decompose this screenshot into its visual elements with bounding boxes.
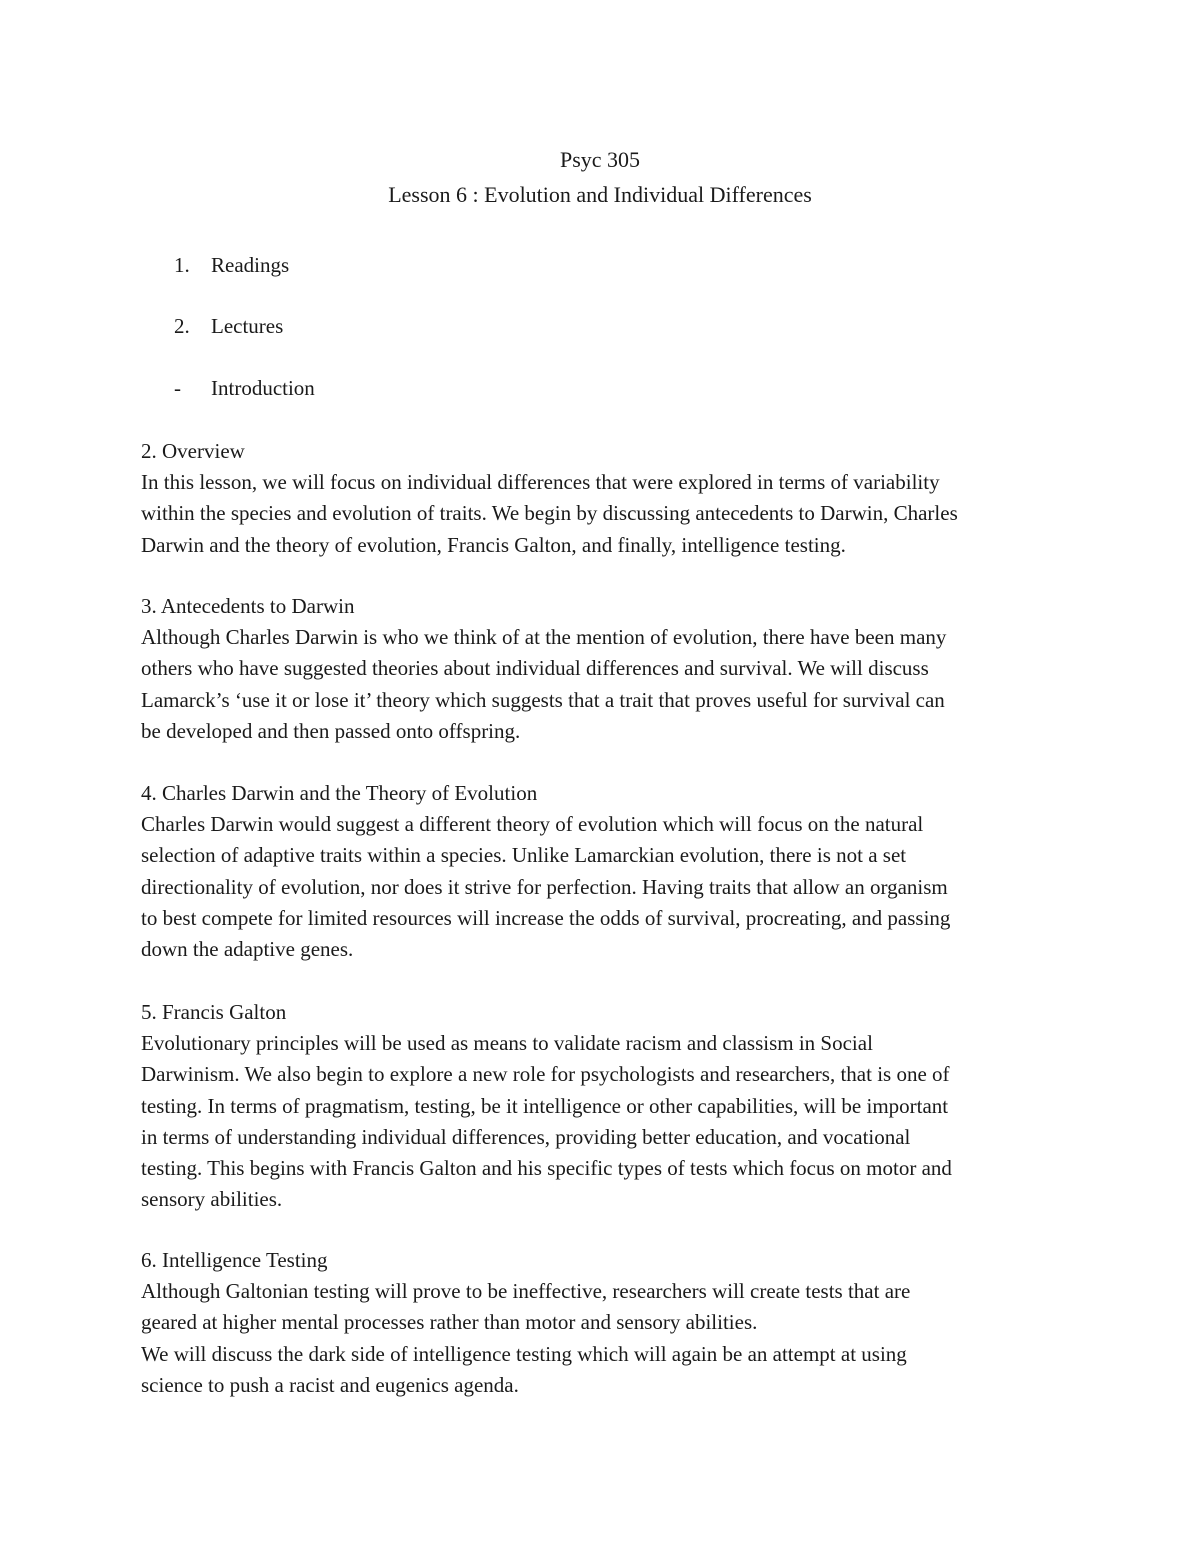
section-francis-galton bbox=[141, 997, 1071, 1215]
body-line: in terms of understanding individual differences, providing better education, and vocational bbox=[141, 1124, 911, 1149]
body-line: Darwinism. We also begin to explore a new role for psychologists and researchers, that is one of bbox=[141, 1062, 950, 1087]
body-line: testing. In terms of pragmatism, testing, be it intelligence or other capabilities, will be important bbox=[141, 1093, 949, 1118]
list-item-label: Lectures bbox=[211, 314, 284, 338]
section-body bbox=[141, 622, 1071, 747]
list-item-label: Readings bbox=[211, 253, 290, 277]
body-line: be developed and then passed onto offspring. bbox=[141, 718, 521, 743]
section-antecedents bbox=[141, 591, 1071, 747]
list-item-label: Introduction bbox=[211, 376, 315, 400]
body-line: testing. This begins with Francis Galton and his specific types of tests which focus on motor and bbox=[141, 1156, 952, 1181]
section-heading: 5. Francis Galton bbox=[141, 1000, 287, 1024]
body-line: science to push a racist and eugenics agenda. bbox=[141, 1372, 519, 1397]
body-line: Charles Darwin would suggest a different theory of evolution which will focus on the natural bbox=[141, 812, 924, 837]
body-line: Darwin and the theory of evolution, Francis Galton, and finally, intelligence testing. bbox=[141, 532, 846, 557]
body-line: to best compete for limited resources will increase the odds of survival, procreating, and passing bbox=[141, 905, 951, 930]
body-line: Evolutionary principles will be used as means to validate racism and classism in Social bbox=[141, 1031, 873, 1056]
body-line: directionality of evolution, nor does it strive for perfection. Having traits that allow an organism bbox=[141, 874, 948, 899]
section-heading: 3. Antecedents to Darwin bbox=[141, 594, 355, 618]
section-body bbox=[141, 467, 1071, 561]
section-body bbox=[141, 809, 1071, 965]
section-heading: 6. Intelligence Testing bbox=[141, 1248, 328, 1272]
body-line: Lamarck’s ‘use it or lose it’ theory which suggests that a trait that proves useful for survival can bbox=[141, 687, 945, 712]
body-line: selection of adaptive traits within a species. Unlike Lamarckian evolution, there is not a set bbox=[141, 843, 907, 868]
body-line: down the adaptive genes. bbox=[141, 937, 354, 962]
course-code: Psyc 305 bbox=[559, 147, 641, 172]
body-line: within the species and evolution of traits. We begin by discussing antecedents to Darwin, Charles bbox=[141, 501, 958, 526]
section-heading: 2. Overview bbox=[141, 439, 245, 463]
body-line: sensory abilities. bbox=[141, 1187, 283, 1212]
section-overview bbox=[141, 436, 1071, 561]
body-line: In this lesson, we will focus on individual differences that were explored in terms of variability bbox=[141, 470, 940, 495]
section-body bbox=[141, 1276, 1071, 1401]
section-darwin-evolution bbox=[141, 778, 1071, 965]
list-marker: 1. bbox=[174, 253, 190, 277]
lesson-title: Lesson 6 : Evolution and Individual Differences bbox=[388, 182, 812, 207]
body-line: Although Charles Darwin is who we think of at the mention of evolution, there have been many bbox=[141, 625, 947, 650]
list-marker: 2. bbox=[174, 314, 190, 338]
section-heading: 4. Charles Darwin and the Theory of Evolution bbox=[141, 781, 538, 805]
body-line: We will discuss the dark side of intelligence testing which will again be an attempt at using bbox=[141, 1341, 907, 1366]
section-intelligence-testing bbox=[141, 1245, 1071, 1401]
list-marker: - bbox=[174, 376, 181, 400]
body-line: others who have suggested theories about individual differences and survival. We will discuss bbox=[141, 656, 929, 681]
body-line: geared at higher mental processes rather than motor and sensory abilities. bbox=[141, 1310, 758, 1335]
body-line: Although Galtonian testing will prove to be ineffective, researchers will create tests that are bbox=[141, 1279, 911, 1304]
section-body bbox=[141, 1028, 1071, 1215]
